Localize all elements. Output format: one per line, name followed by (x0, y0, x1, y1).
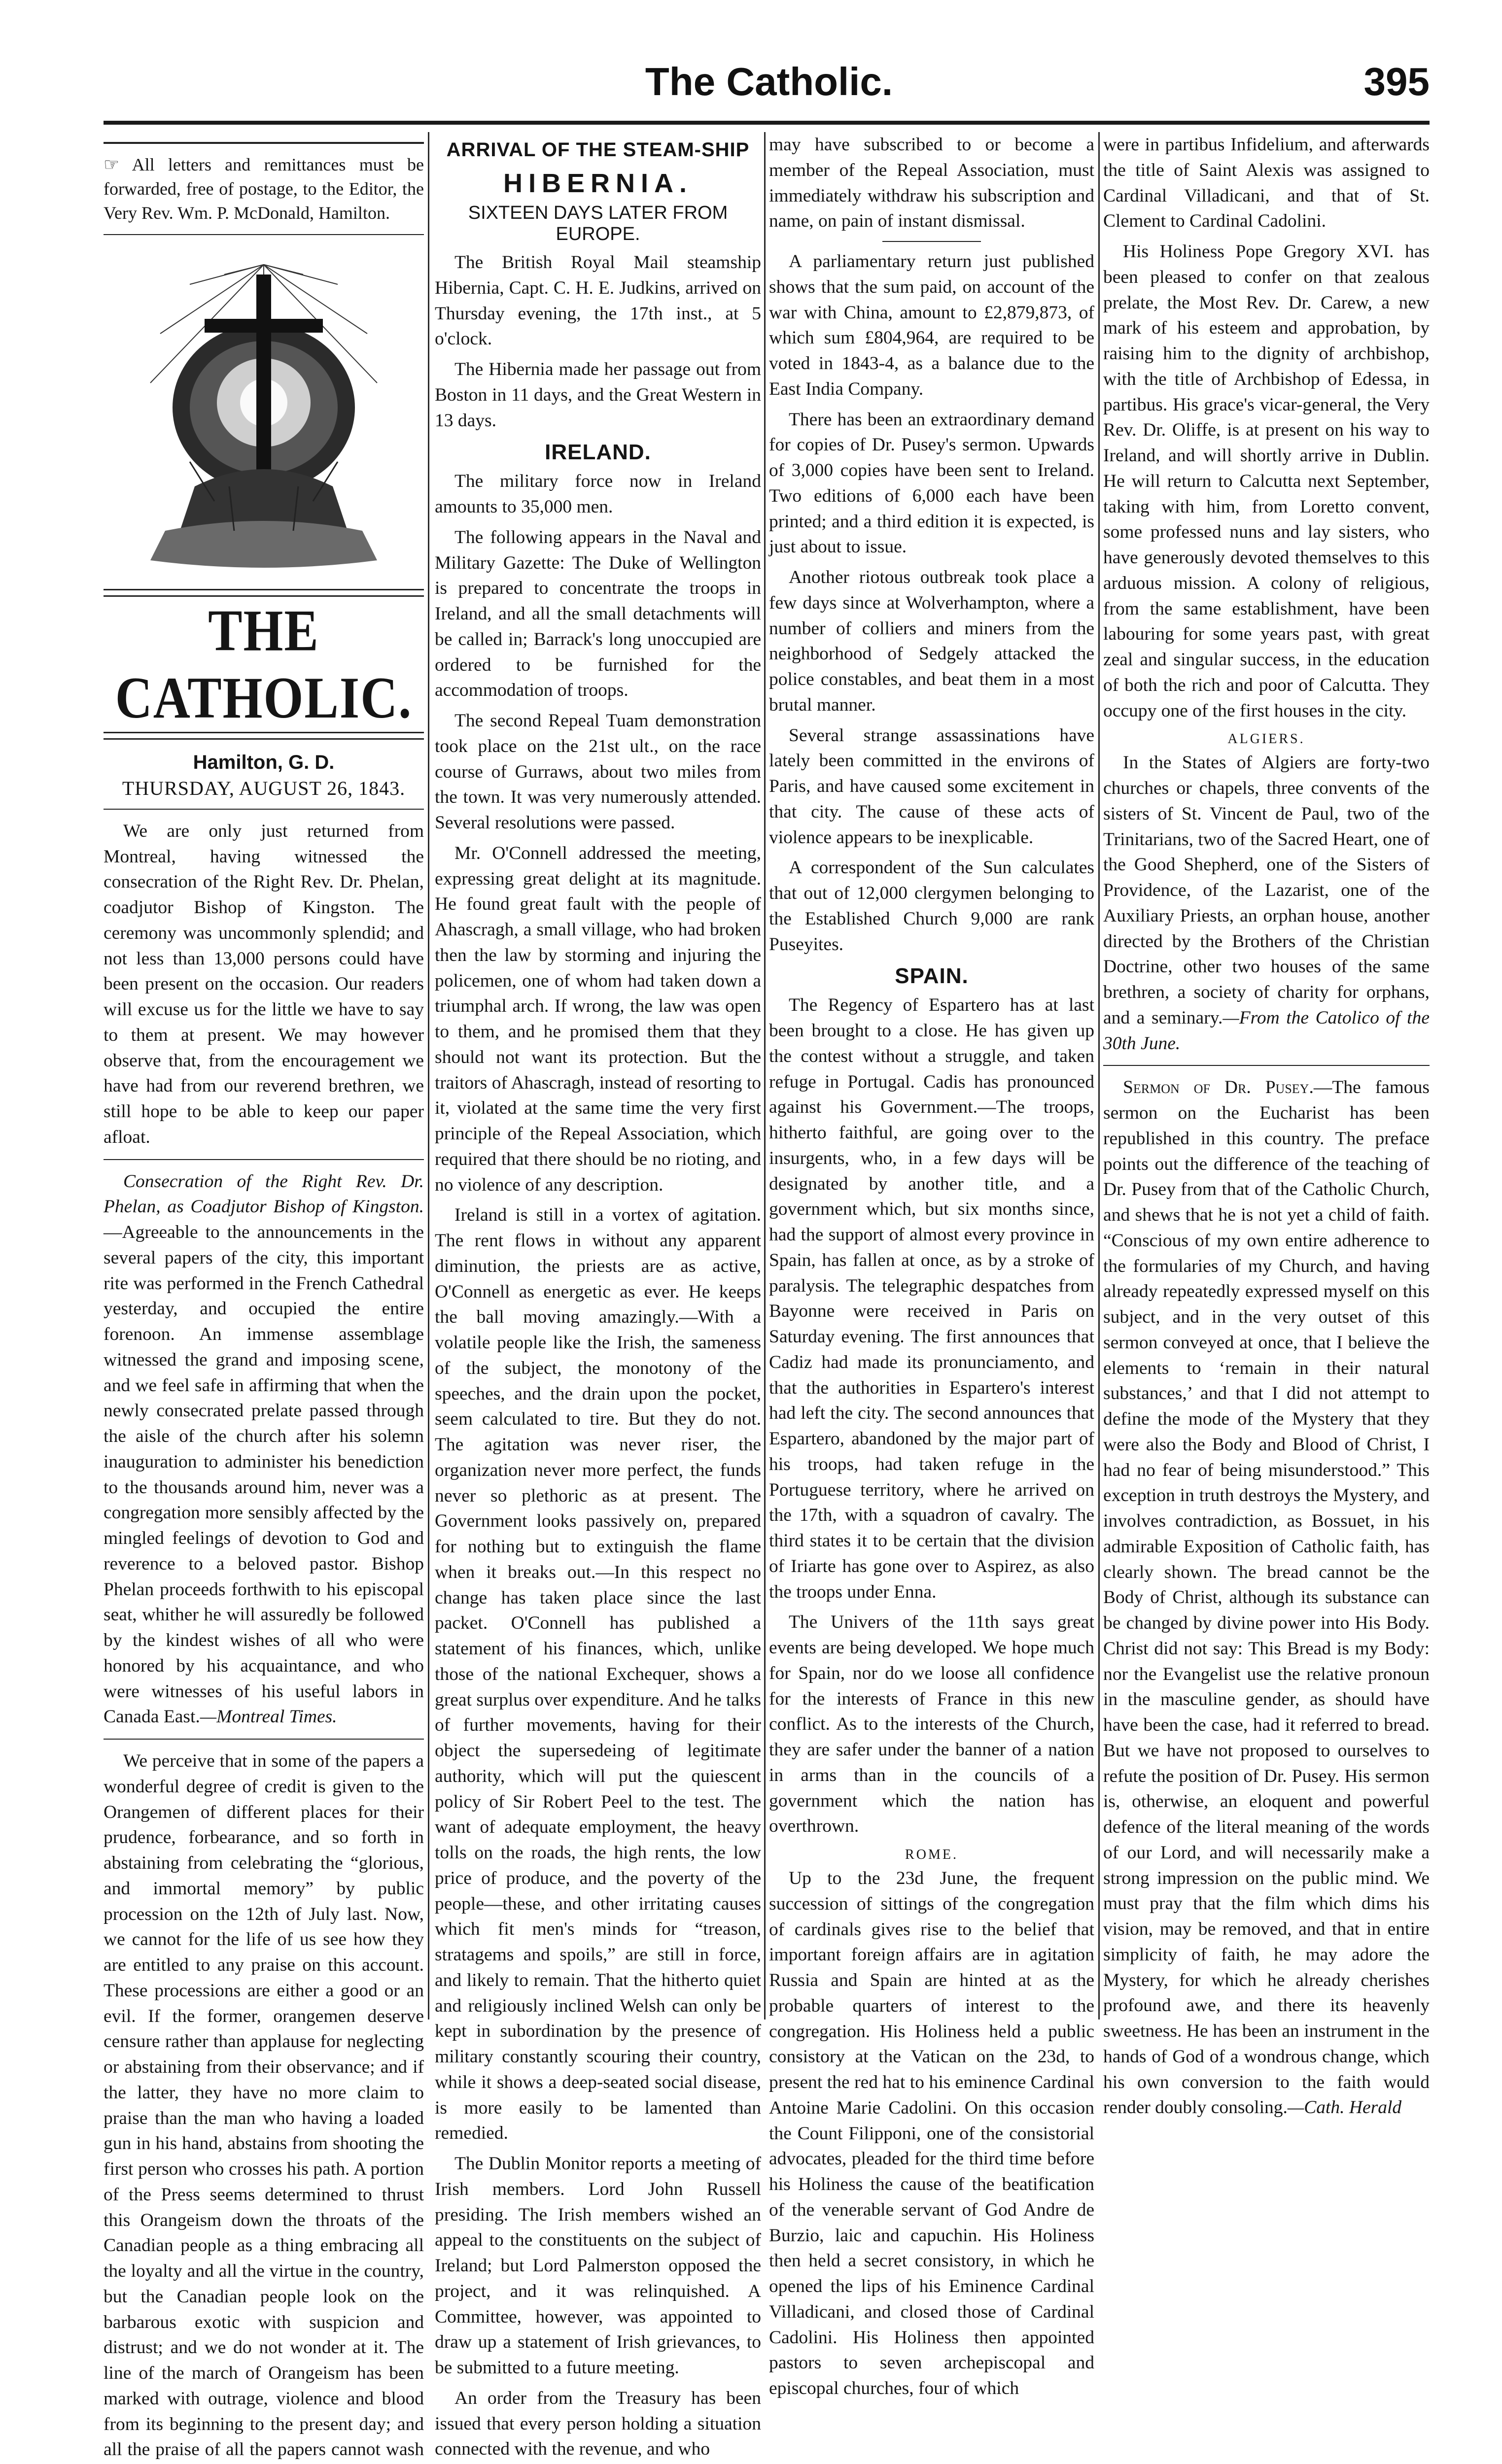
rule (882, 241, 981, 242)
rule (104, 234, 424, 235)
section-heading-spain: SPAIN. (895, 964, 969, 989)
news-paragraph: The Univers of the 11th says great events are being developed. We hope much for Spain, nor do we loose all confidence for the interests of France in this new conflict. As to the interests of the Church, they are safer under the banner of a nation in arms than in the councils of a government which the nation has overthrown. (769, 1612, 1094, 1837)
source-credit: —From the Catolico of the 30th June. (1103, 1007, 1430, 1054)
rule (1103, 1065, 1430, 1066)
column-3 (769, 132, 1094, 2398)
header-rule (104, 121, 1430, 125)
news-paragraph: The military force now in Ireland amounts to 35,000 men. (435, 471, 761, 517)
editorial-paragraph: We are only just returned from Montreal, having witnessed the consecration of the Right Rev. Dr. Phelan, coadjutor Bishop of Kingston. The ceremony was uncommonly splendid; and not less than 13,000 persons could have been present on the occasion. Our readers will excuse us for the little we have to say to them at present. We may however observe that, from the encouragement we have had from our reverend brethren, we still hope to be able to keep our paper afloat. (104, 821, 424, 1147)
news-paragraph: Mr. O'Connell addressed the meeting, expressing great delight at its magnitude. He found great fault with the people of Ahascragh, a small village, who had broken then the law by storming and injuring the policemen, one of whom had taken down a triumphal arch. If wrong, the law was open to them, and he promised them that they should not want its protection. But the traitors of Ahascragh, instead of resorting to it, violated at the same time the very first principle of the Repeal Association, which required that there should be no rioting, and no violence of any description. (435, 843, 761, 1195)
article-body: In the States of Algiers are forty-two churches or chapels, three convents of the sisters of St. Vincent de Paul, two of the Trinitarians, two of the Sacred Heart, one of the Good Shepherd, one of the Sisters of Providence, of the Lazarist, one of the Auxiliary Priests, an orphan house, another directed by the Brothers of the Christian Doctrine, other two houses of the same brethren, a society of charity for orphans, and a seminary. (1103, 753, 1430, 1028)
news-paragraph: were in partibus Infidelium, and afterwards the title of Saint Alexis was assigned to Cardinal Villadicani, and that of St. Clement to Cardinal Cadolini. (1103, 135, 1430, 232)
news-paragraph: The second Repeal Tuam demonstration took place on the 21st ult., on the race course of Gurraws, about two miles from the town. It was very numerously attended. Several resolutions were passed. (435, 711, 761, 833)
subheadline: SIXTEEN DAYS LATER FROM EUROPE. (468, 203, 728, 244)
news-paragraph: An order from the Treasury has been issued that every person holding a situation connected with the revenue, and who (435, 2388, 761, 2460)
news-paragraph: may have subscribed to or become a member of the Repeal Association, must immediately withdraw his subscription and name, on pain of instant dismissal. (769, 135, 1094, 232)
news-paragraph: The Dublin Monitor reports a meeting of Irish members. Lord John Russell presiding. The Irish members wished an appeal to the constituents on the subject of Ireland; but Lord Palmerston opposed the project, and it was relinquished. A Committee, however, was appointed to draw up a statement of Irish grievances, to be submitted to a future meeting. (435, 2154, 761, 2378)
headline: ARRIVAL OF THE STEAM-SHIP (446, 139, 750, 161)
column-2 (435, 132, 761, 2460)
source-credit: —Cath. Herald (1287, 2097, 1402, 2118)
editor-notice: ☞ All letters and remittances must be forwarded, free of postage, to the Editor, the Very Rev. Wm. P. McDonald, Hamilton. (104, 155, 424, 223)
news-paragraph: A parliamentary return just published shows that the sum paid, on account of the war with China, amount to £2,879,873, of which sum £804,964, are required to be voted in 1843-4, as a balance due to the East India Company. (769, 251, 1094, 399)
page-number: 395 (1363, 60, 1430, 103)
news-paragraph: The following appears in the Naval and Military Gazette: The Duke of Wellington is prepared to concentrate the troops in Ireland, and all the small detachments will be called in; Barrack's long unoccupied are ordered to be furnished for the accommodation of troops. (435, 527, 761, 701)
section-heading-ireland: IRELAND. (545, 440, 651, 465)
masthead: THE CATHOLIC. (115, 598, 413, 731)
column-divider (764, 132, 766, 2019)
article-lead: Consecration of the Right Rev. Dr. Phelan, as Coadjutor Bishop of Kingston. (104, 1171, 424, 1217)
rule (104, 142, 424, 144)
news-paragraph: Several strange assassinations have lately been committed in the environs of Paris, and have caused some excitement in that city. The cause of these acts of violence appears to be inexplicable. (769, 725, 1094, 848)
rule (104, 1159, 424, 1160)
news-paragraph: Up to the 23d June, the frequent succession of sittings of the congregation of cardinals gives rise to the belief that important foreign affairs are in agitation Russia and Spain are hinted at as the probable quarters of interest to the congregation. His Holiness held a public consistory at the Vatican on the 23d, to present the red hat to his eminence Cardinal Antoine Marie Cadolini. On this occasion the Count Filipponi, one of the consistorial advocates, pleaded for the third time before his Holiness the cause of the beatification of the venerable servant of God Andre de Burzio, laic and capuchin. His Holiness then held a secret consistory, in which he opened the lips of his Eminence Cardinal Villadicani, and closed those of Cardinal Cadolini. His Holiness then appointed pastors to seven archepiscopal and episcopal churches, four of which (769, 1868, 1094, 2398)
page-title: The Catholic. (645, 60, 893, 103)
news-paragraph: The British Royal Mail steamship Hibernia, Capt. C. H. E. Judkins, arrived on Thursday evening, the 17th inst., at 5 o'clock. (435, 252, 761, 349)
source-credit: —Montreal Times. (200, 1707, 337, 1727)
column-4 (1103, 132, 1430, 2118)
rule (104, 1739, 424, 1740)
orangeism-article (104, 1748, 424, 2464)
headline-ship: HIBERNIA. (503, 169, 693, 198)
news-paragraph: Ireland is still in a vortex of agitation. The rent flows in without any apparent diminution, the priests are as active, O'Connell as energetic as ever. He keeps the ball moving amazingly.—With a volatile people like the Irish, the sameness of the subject, the monotony of the speeches, and the drain upon the pocket, seem calculated to tire. But they do not. The agitation was never riser, the organization never more perfect, the funds never so plethoric as at present. The Government looks passively on, prepared for nothing but to extinguish the flame when it breaks out.—In this respect no change has taken place since the last packet. O'Connell has published a statement of his finances, which, unlike those of the national Exchequer, shows a great surplus over expenditure. And he talks of further movements, having for their object the supersedeing of legitimate authority, which will put the quiescent policy of Sir Robert Peel to the test. The want of adequate employment, the heavy tolls on the roads, the high rents, the low price of produce, and the poverty of the people—these, and other irritating causes which fit men's minds for “treason, stratagems and spoils,” are still in force, and likely to remain. That the hitherto quiet and religiously inclined Welsh can only be kept in subordination by the presence of military constantly scouring their country, while it shows a deep-seated social disease, is more easily to be lamented than remedied. (435, 1205, 761, 2144)
news-paragraph: Another riotous outbreak took place a few days since at Wolverhampton, where a number of colliers and miners from the neighborhood of Sedgely attacked the police constables, and beat them in a most brutal manner. (769, 567, 1094, 715)
news-paragraph: The Hibernia made her passage out from Boston in 11 days, and the Great Western in 13 days. (435, 359, 761, 431)
rule (104, 732, 424, 740)
section-heading-algiers: ALGIERS. (1227, 731, 1305, 747)
dateline-place: Hamilton, G. D. (193, 751, 335, 773)
dateline-date: THURSDAY, AUGUST 26, 1843. (122, 777, 406, 799)
pusey-article (1103, 1075, 1430, 2121)
page-header (99, 59, 1439, 118)
column-divider (428, 132, 429, 2019)
column-divider (1098, 132, 1100, 2019)
news-paragraph: The Regency of Espartero has at last been brought to a close. He has given up the contest without a struggle, and taken refuge in Portugal. Cadis has pronounced against his Government.—The troops, hitherto faithful, are going over to the insurgents, who, in a few days will be designated by another title, and a government which, but six months since, had the support of almost every province in Spain, has fallen at once, as by a stroke of paralysis. The telegraphic despatches from Bayonne were received in Paris on Saturday evening. The first announces that Cadiz had made its pronunciamento, and that the authorities in Espartero's interest had left the city. The second announces that Espartero, abandoned by the major part of his troops, had taken refuge in the Portuguese territory, where he arrived on the 17th, with a squadron of cavalry. The third states it to be certain that the division of Iriarte has gone over to Aspirez, as also the troops under Enna. (769, 995, 1094, 1602)
article-body: We perceive that in some of the papers a wonderful degree of credit is given to the Orangemen of different places for their prudence, forbearance, and so forth in abstaining from celebrating the “glorious, and immortal memory” by public procession on the 12th of July last. Now, we cannot for the life of us see how they are entitled to any praise on this account. These processions are either a good or an evil. If the former, orangemen deserve censure rather than applause for neglecting or abstaining from their observance; and if the latter, they have no more claim to praise than the man who having a loaded gun in his hand, abstains from shooting the first person who crosses his path. A portion of the Press seems determined to thrust this Orangeism down the throats of the Canadian people as a thing embracing all the loyalty and all the virtue in the country, but the Canadian people look on the barbarous exotic with suspicion and distrust; and we do not wonder at it. The line of the march of Orangeism has been marked with outrage, violence and blood from its beginning to the present day; and all the praise of all the papers cannot wash (104, 1751, 424, 2460)
algiers-paragraph (1103, 750, 1430, 1056)
article-body: —Agreeable to the announcements in the several papers of the city, this important rite was performed in the French Cathedral yesterday, and occupied the entire forenoon. An immense assemblage witnessed the grand and imposing scene, and we feel safe in affirming that when the newly consecrated prelate passed through the aisle of the church after his solemn inauguration to administer his benediction to the thousands around him, never was a congregation more sensibly affected by the mingled feelings of devotion to God and reverence to a beloved pastor. Bishop Phelan proceeds forthwith to his episcopal seat, whither he will assuredly be followed by the kindest wishes of all who were honored by his acquaintance, and who were witnesses of his useful labors in Canada East. (104, 1222, 424, 1727)
article-lead: Sermon of Dr. Pusey. (1123, 1077, 1314, 1098)
column-1 (104, 132, 424, 2460)
news-paragraph: There has been an extraordinary demand for copies of Dr. Pusey's sermon. Upwards of 3,000 copies have been sent to Ireland. Two editions of 6,000 each have been printed; and a third edition it is expected, is just about to issue. (769, 409, 1094, 557)
article-body: —The famous sermon on the Eucharist has been republished in this country. The preface points out the difference of the teaching of Dr. Pusey from that of the Catholic Church, and shews that he is not yet a child of faith. “Conscious of my own entire adherence to the formularies of my Church, and having already repeatedly expressed myself on this subject, and in the very outset of this sermon conveyed at once, that I believe the elements to ‘remain in their natural substances,’ and that I did not attempt to define the mode of the Mystery that they were also the Body and Blood of Christ, I had no fear of being misunderstood.” This exception in truth destroys the Mystery, and involves contradiction, as Bossuet, in his admirable Exposition of Catholic faith, has clearly shown. The bread cannot be the Body of Christ, although its substance can be changed by divine power into His Body. Christ did not say: This Bread is my Body: nor the Evangelist use the relative pronoun in the masculine gender, as should have have been the case, had it referred to bread. But we have not proposed to ourselves to refute the position of Dr. Pusey. His sermon is, otherwise, an eloquent and powerful defence of the literal meaning of the words of our Lord, and will necessarily make a strong impression on the public mind. We must pray that the film which dims his vision, may be removed, and that in entire simplicity of faith, he may adore the Mystery, for which he already cherishes profound awe, and there its heavenly sweetness. He has been an instrument in the hands of God of a wondrous change, which his own conversion to the faith would render doubly consoling. (1103, 1077, 1430, 2118)
cross-engraving-icon (131, 255, 397, 580)
consecration-article (104, 1169, 424, 1730)
news-paragraph: A correspondent of the Sun calculates that out of 12,000 clergymen belonging to the Established Church 9,000 are rank Puseyites. (769, 857, 1094, 955)
rule (104, 809, 424, 810)
news-paragraph: His Holiness Pope Gregory XVI. has been pleased to confer on that zealous prelate, the Most Rev. Dr. Carew, a new mark of his esteem and approbation, by raising him to the dignity of archbishop, with the title of Archbishop of Edessa, in partibus. His grace's vicar-general, the Very Rev. Dr. Oliffe, is at present on his way to Ireland, and will shortly arrive in Dublin. He will return to Calcutta next September, taking with him, from Loretto convent, some professed nuns and lay sisters, who have generously devoted themselves to this arduous mission. A colony of religious, from the same establishment, have been labouring for some years past, with great zeal and singular success, in the education of both the rich and poor of Calcutta. They occupy one of the first houses in the city. (1103, 241, 1430, 721)
section-heading-rome: ROME. (905, 1847, 958, 1862)
rule (104, 589, 424, 597)
